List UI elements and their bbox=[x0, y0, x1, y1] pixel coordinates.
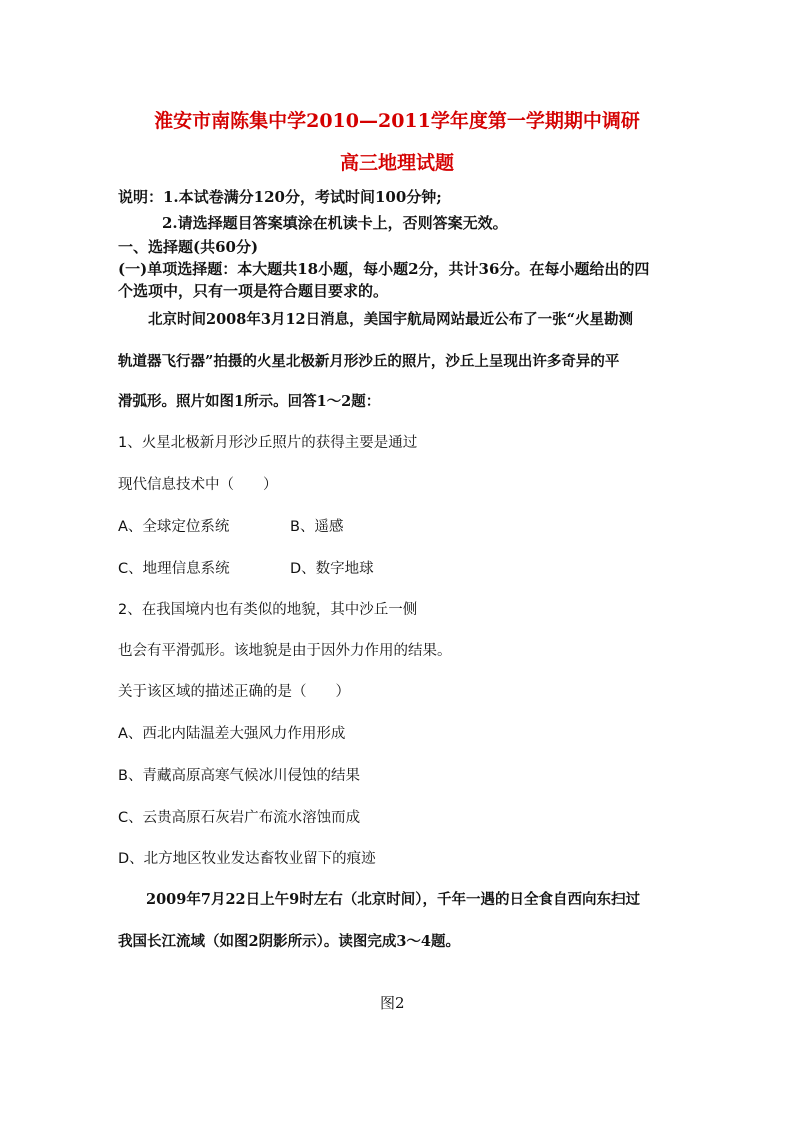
passage2-line-2: 我国长江流域（如图2阴影所示）。读图完成3～4题。 bbox=[118, 933, 461, 950]
question-2-stem-line-3: 关于该区域的描述正确的是（ ） bbox=[118, 684, 350, 700]
passage2-line-1: 2009年7月22日上午9时左右（北京时间），千年一遇的日全食自西向东扫过 bbox=[146, 891, 640, 908]
question-2-stem-line-2: 也会有平滑弧形。该地貌是由于因外力作用的结果。 bbox=[118, 643, 452, 659]
note-line-1: 说明：1.本试卷满分120分，考试时间100分钟; bbox=[118, 188, 442, 206]
question-2-option-b: B、青藏高原高寒气候冰川侵蚀的结果 bbox=[118, 768, 360, 784]
passage1-line-2: 轨道器飞行器”拍摄的火星北极新月形沙丘的照片，沙丘上呈现出许多奇异的平 bbox=[118, 353, 620, 370]
question-2-option-a: A、西北内陆温差大强风力作用形成 bbox=[118, 726, 346, 742]
question-2-option-d: D、北方地区牧业发达畜牧业留下的痕迹 bbox=[118, 851, 376, 867]
question-1-option-a: A、全球定位系统 bbox=[118, 519, 230, 535]
section-heading: 一、选择题(共60分) bbox=[118, 238, 259, 256]
section-instructions-line-1: (一)单项选择题：本大题共18小题，每小题2分，共计36分。在每小题给出的四 bbox=[118, 260, 650, 278]
passage1-line-1: 北京时间2008年3月12日消息，美国宇航局网站最近公布了一张“火星勘测 bbox=[148, 311, 633, 328]
question-1-option-b: B、遥感 bbox=[290, 519, 344, 535]
question-2-option-c: C、云贵高原石灰岩广布流水溶蚀而成 bbox=[118, 810, 361, 826]
note-line-2: 2.请选择题目答案填涂在机读卡上，否则答案无效。 bbox=[162, 214, 508, 232]
document-title: 淮安市南陈集中学2010—2011学年度第一学期期中调研 bbox=[154, 110, 640, 132]
question-1-option-c: C、地理信息系统 bbox=[118, 561, 230, 577]
section-instructions-line-2: 个选项中，只有一项是符合题目要求的。 bbox=[118, 282, 389, 300]
question-1-stem-line-1: 1、火星北极新月形沙丘照片的获得主要是通过 bbox=[118, 435, 418, 451]
figure-2-caption: 图2 bbox=[380, 994, 405, 1012]
passage1-line-3: 滑弧形。照片如图1所示。回答1～2题： bbox=[118, 393, 381, 410]
question-1-stem-line-2: 现代信息技术中（ ） bbox=[118, 477, 278, 493]
question-1-option-d: D、数字地球 bbox=[290, 561, 374, 577]
document-subtitle: 高三地理试题 bbox=[339, 152, 454, 174]
question-2-stem-line-1: 2、在我国境内也有类似的地貌，其中沙丘一侧 bbox=[118, 602, 418, 618]
